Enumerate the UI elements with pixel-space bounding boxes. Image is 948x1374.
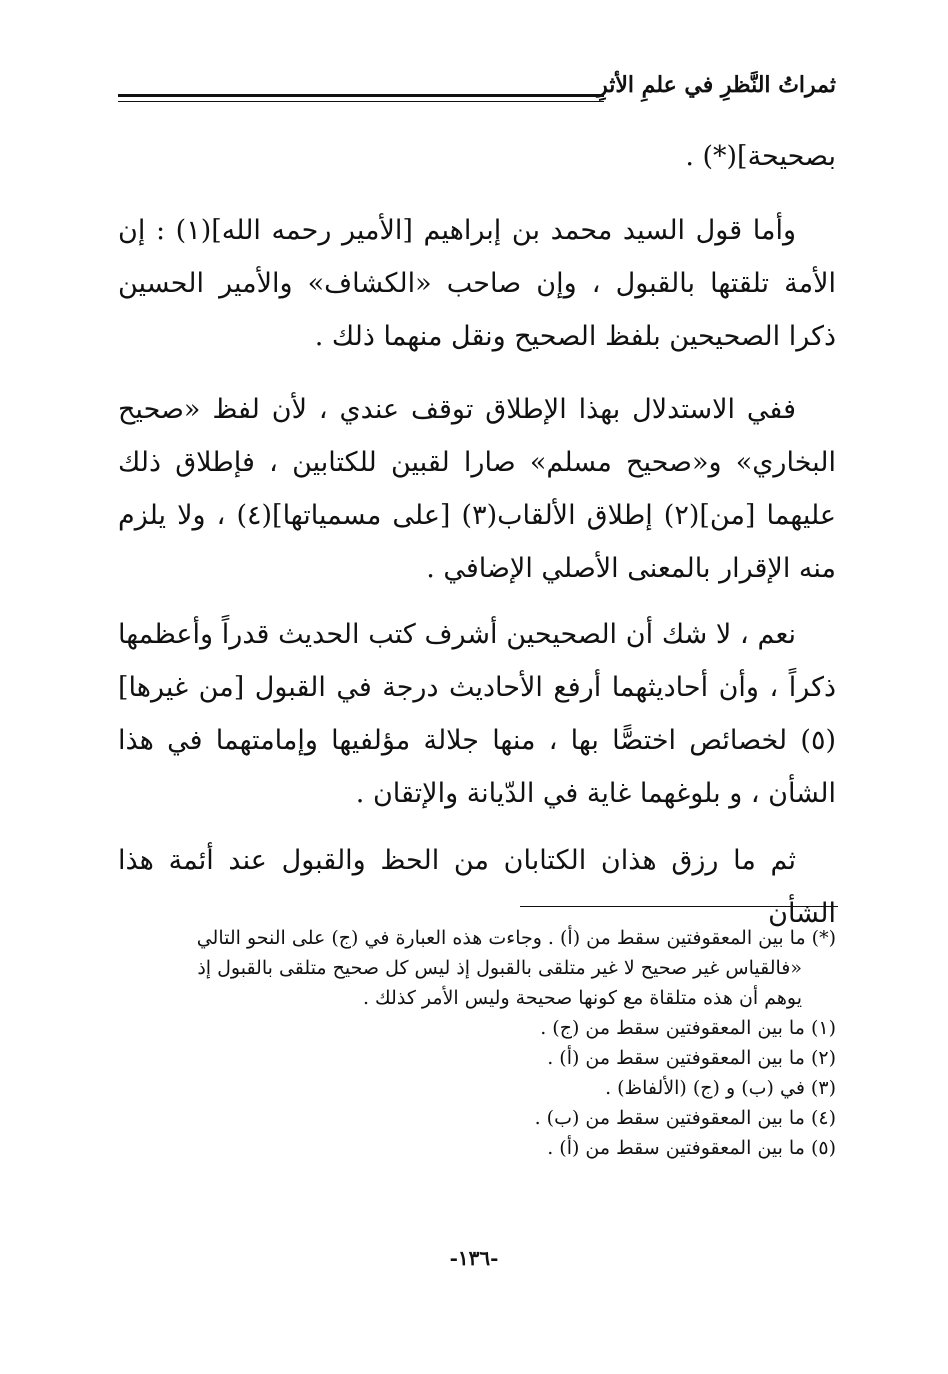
header-double-rule xyxy=(118,94,604,102)
paragraph-0: بصحيحة](*) . xyxy=(685,141,836,172)
footnote-4: (٤) ما بين المعقوفتين سقط من (ب) . xyxy=(534,1107,836,1129)
running-title: ثمراتُ النَّظرِ في علمِ الأثرِ xyxy=(597,72,836,98)
footnote-star-line-2: «فالقياس غير صحيح لا غير متلقى بالقبول إذ ليس كل صحيح متلقى بالقبول إذ xyxy=(197,957,802,979)
paragraph-3-text: نعم ، لا شك أن الصحيحين أشرف كتب الحديث قدراً وأعظمها ذكراً ، وأن أحاديثهما أرفع الأحاديث درجة في القبول [من غيرها](٥) لخصائص اختصًّا بها ، منها جلالة مؤلفيها وإمامتهما في هذا الشأن ، و بلوغهما غاية في الدّيانة والإتقان . xyxy=(118,619,836,809)
footnote-1: (١) ما بين المعقوفتين سقط من (ج) . xyxy=(540,1017,836,1039)
paragraph-4-text: ثم ما رزق هذان الكتابان من الحظ والقبول عند أئمة هذا الشأن xyxy=(118,845,836,929)
footnote-star-line-3: يوهم أن هذه متلقاة مع كونها صحيحة وليس الأمر كذلك . xyxy=(362,987,802,1009)
paragraph-2 xyxy=(118,383,836,595)
paragraph-1-text: وأما قول السيد محمد بن إبراهيم [الأمير رحمه الله](١) : إن الأمة تلقتها بالقبول ، وإن صاحب «الكشاف» والأمير الحسين ذكرا الصحيحين بلفظ الصحيح ونقل منهما ذلك . xyxy=(118,215,836,352)
footnote-2: (٢) ما بين المعقوفتين سقط من (أ) . xyxy=(547,1047,836,1069)
paragraph-1 xyxy=(118,204,836,363)
footnote-star-line-1: (*) ما بين المعقوفتين سقط من (أ) . وجاءت هذه العبارة في (ج) على النحو التالي xyxy=(196,927,836,949)
footnotes xyxy=(118,923,836,1163)
footnote-3: (٣) في (ب) و (ج) (الألفاظ) . xyxy=(605,1077,836,1099)
paragraph-2-text: ففي الاستدلال بهذا الإطلاق توقف عندي ، لأن لفظ «صحيح البخاري» و«صحيح مسلم» صارا لقبين للكتابين ، فإطلاق ذلك عليهما [من](٢) إطلاق الألقاب(٣) [على مسمياتها](٤) ، ولا يلزم منه الإقرار بالمعنى الأصلي الإضافي . xyxy=(118,394,837,584)
footnote-separator xyxy=(520,906,838,907)
page-number: -١٣٦- xyxy=(449,1246,499,1270)
paragraph-3 xyxy=(118,608,836,820)
footnote-5: (٥) ما بين المعقوفتين سقط من (أ) . xyxy=(547,1137,836,1159)
